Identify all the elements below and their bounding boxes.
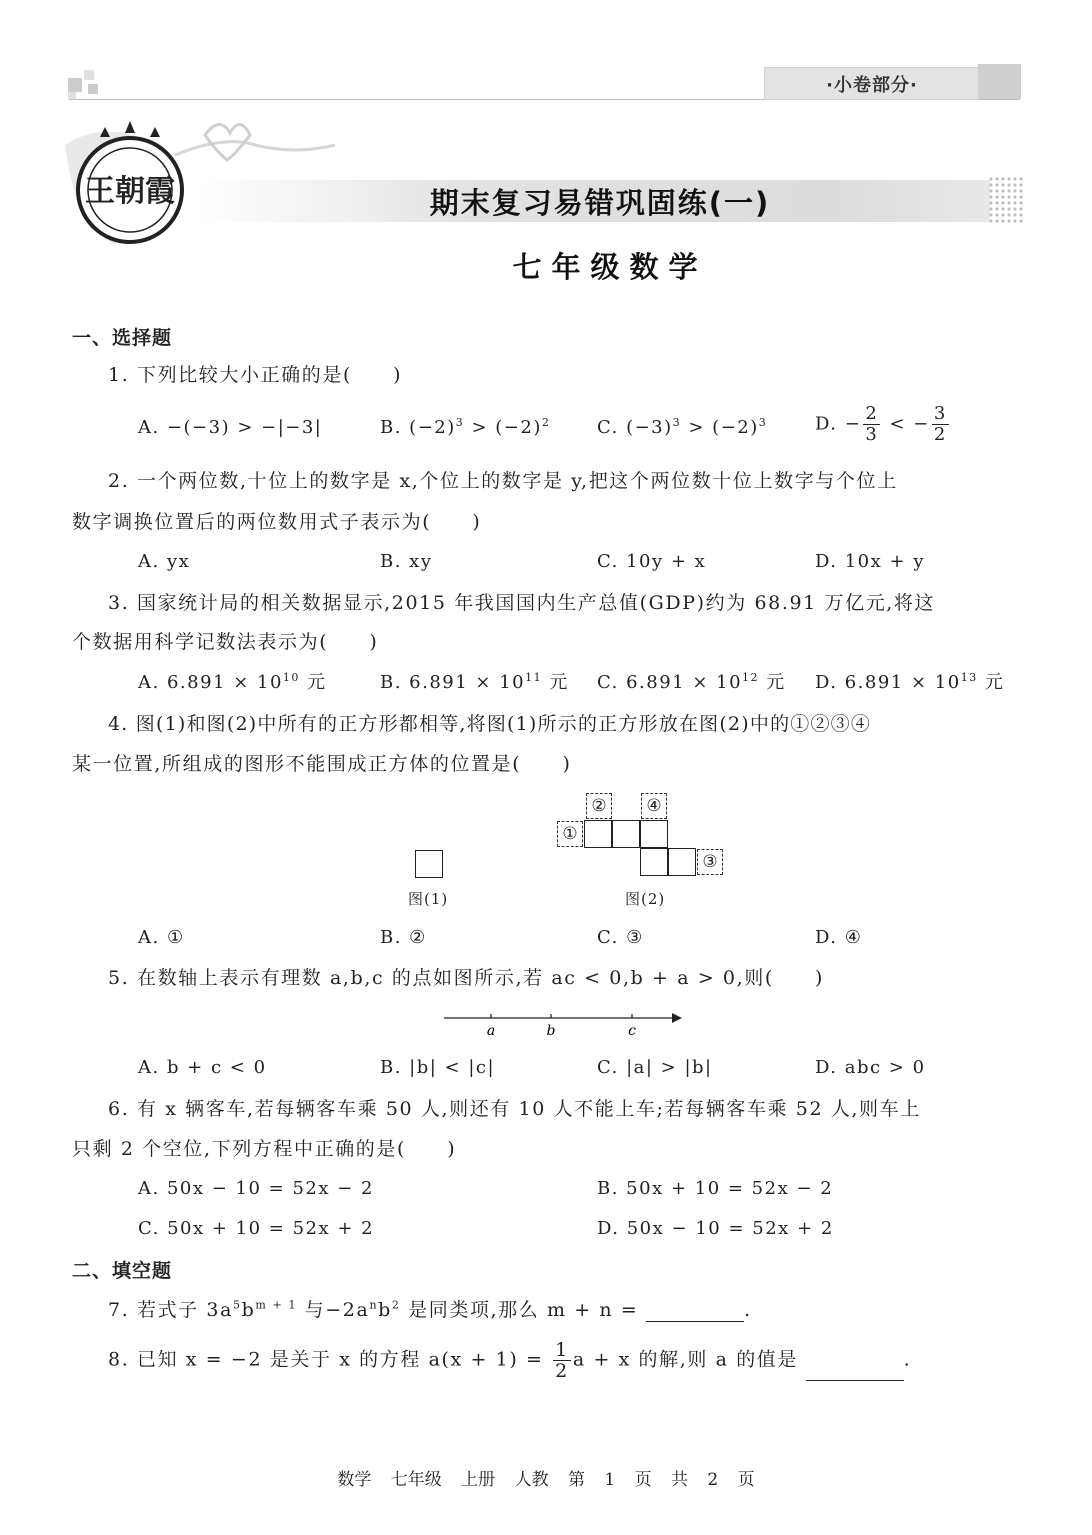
corner-decoration — [88, 84, 98, 94]
q4-option-a: A. ① — [138, 927, 185, 948]
label-a: a — [486, 1023, 496, 1039]
q1-option-b: B. $(-2)^3 > (-2)^2$ — [380, 416, 551, 438]
figure1-square — [415, 850, 443, 878]
figure2-square — [640, 848, 668, 876]
q7-answer-blank[interactable] — [646, 1303, 744, 1322]
figure1-caption: 图(1) — [408, 890, 449, 908]
q1-option-c: C. $(-3)^3 > (-2)^3$ — [597, 416, 768, 438]
figure2-position-1: ① — [557, 821, 583, 847]
q1-option-a: A. −(−3) > −|−3| — [138, 417, 323, 438]
label-b: b — [546, 1023, 556, 1039]
tag-decoration — [978, 64, 1021, 99]
q3-stem-line2: 个数据用科学记数法表示为( ) — [72, 631, 379, 653]
q1-stem: 1. 下列比较大小正确的是( ) — [108, 364, 403, 386]
q8-answer-blank[interactable] — [806, 1362, 904, 1381]
q3-option-c: C. $6.891 \times 10^{12}$ 元 — [597, 671, 786, 693]
figure2-position-4: ④ — [641, 793, 667, 819]
q2-option-a: A. yx — [138, 551, 191, 572]
page-title: 期末复习易错巩固练(一) — [429, 185, 771, 220]
figure2-square — [668, 848, 696, 876]
figure2-square — [612, 820, 640, 848]
q5-option-b: B. |b| < |c| — [380, 1057, 496, 1078]
corner-decoration — [84, 70, 94, 80]
q5-option-c: C. |a| > |b| — [597, 1057, 713, 1078]
number-line-arrow — [672, 1013, 682, 1023]
q4-stem-line1: 4. 图(1)和图(2)中所有的正方形都相等,将图(1)所示的正方形放在图(2)中的①②③④ — [108, 713, 872, 735]
q2-option-b: B. xy — [380, 551, 433, 572]
figure2-square — [640, 820, 668, 848]
q6-stem-line1: 6. 有 x 辆客车,若每辆客车乘 50 人,则还有 10 人不能上车;若每辆客车乘 52 人,则车上 — [108, 1098, 921, 1120]
section-heading-fill: 二、填空题 — [72, 1260, 173, 1282]
q3-option-d: D. $6.891 \times 10^{13}$ 元 — [815, 671, 1005, 693]
dot-pattern — [988, 176, 1024, 224]
q5-option-d: D. abc > 0 — [815, 1057, 926, 1078]
q6-stem-line2: 只剩 2 个空位,下列方程中正确的是( ) — [72, 1138, 457, 1160]
q2-stem-line2: 数字调换位置后的两位数用式子表示为( ) — [72, 511, 482, 533]
q4-stem-line2: 某一位置,所组成的图形不能围成正方体的位置是( ) — [72, 753, 572, 775]
q5-option-a: A. b + c < 0 — [138, 1057, 267, 1078]
logo-text: 王朝霞 — [85, 174, 175, 209]
page-footer: 数学 七年级 上册 人教 第 1 页 共 2 页 — [337, 1470, 755, 1490]
page-subtitle: 七年级数学 — [512, 250, 708, 284]
q1-option-d: D. − $\frac{2}{3}$ < − $\frac{3}{2}$ — [815, 403, 947, 445]
q4-option-d: D. ④ — [815, 927, 863, 948]
section-tag: ·小卷部分· — [764, 67, 980, 100]
q4-option-b: B. ② — [380, 927, 427, 948]
q3-option-a: A. $6.891 \times 10^{10}$ 元 — [138, 671, 327, 693]
corner-decoration — [68, 78, 82, 92]
section-heading-choice: 一、选择题 — [72, 327, 173, 349]
q2-option-c: C. 10y + x — [597, 551, 707, 572]
number-line — [440, 1006, 690, 1042]
q6-option-c: C. 50x + 10 = 52x + 2 — [138, 1218, 375, 1239]
q3-option-b: B. $6.891 \times 10^{11}$ 元 — [380, 671, 569, 693]
figure2-position-3: ③ — [697, 849, 723, 875]
q5-stem: 5. 在数轴上表示有理数 a,b,c 的点如图所示,若 ac < 0,b + a > 0,则( ) — [108, 967, 825, 989]
q3-stem-line1: 3. 国家统计局的相关数据显示,2015 年我国国内生产总值(GDP)约为 68.91 万亿元,将这 — [108, 592, 936, 614]
label-c: c — [628, 1023, 636, 1039]
figure2-square — [584, 820, 612, 848]
q2-stem-line1: 2. 一个两位数,十位上的数字是 x,个位上的数字是 y,把这个两位数十位上数字与个位上 — [108, 470, 898, 492]
figure2-caption: 图(2) — [625, 890, 666, 908]
q8-stem: 8. 已知 x = −2 是关于 x 的方程 a(x + 1) = $\frac{1}{2}$ a + x 的解,则 a 的值是 . — [108, 1339, 912, 1382]
q6-option-b: B. 50x + 10 = 52x − 2 — [597, 1178, 834, 1199]
q4-option-c: C. ③ — [597, 927, 644, 948]
figure2-position-2: ② — [586, 793, 612, 819]
q2-option-d: D. 10x + y — [815, 551, 925, 572]
q7-stem: 7. 若式子 $3a^5b^{m + 1}$ 与$-2a^nb^2$ 是同类项,那么 m + n = . — [108, 1298, 752, 1321]
q6-option-d: D. 50x − 10 = 52x + 2 — [597, 1218, 834, 1239]
q6-option-a: A. 50x − 10 = 52x − 2 — [138, 1178, 374, 1199]
